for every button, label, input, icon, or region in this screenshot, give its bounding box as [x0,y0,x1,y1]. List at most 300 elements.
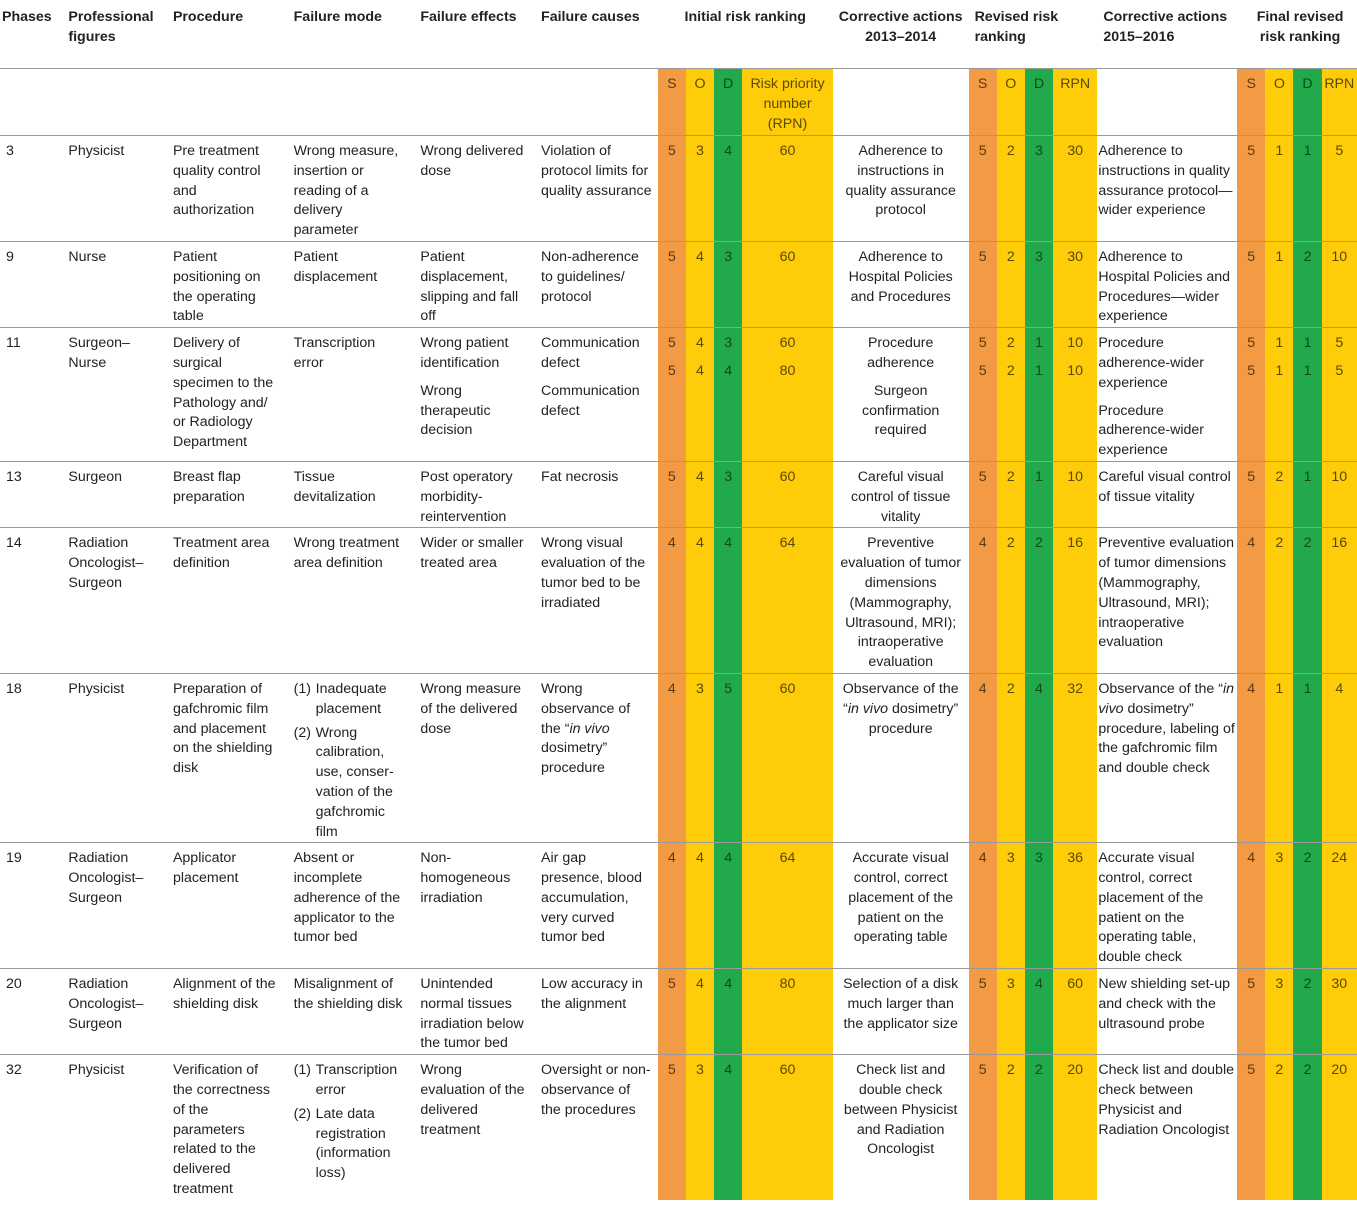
header-procedure: Procedure [167,0,288,69]
revised-o-value: 2 [1006,143,1015,159]
revised-d-value: 3 [1035,850,1043,867]
phase-number: 32 [6,1062,22,1079]
initial-rpn-cell [742,969,833,1055]
initial-d-cell [714,1055,742,1200]
initial-rpn-cell [742,843,833,969]
failure-cause: Communication defect [541,335,640,371]
final-d-cell [1293,843,1321,969]
initial-rpn-cell [742,1055,833,1200]
final-rpn-cell [1322,136,1357,242]
final-d-value: 2 [1303,248,1312,265]
final-d-value: 1 [1303,362,1312,379]
revised-s-value: 4 [978,850,987,867]
header-initial-risk: Initial risk ranking [658,0,833,69]
corrective-action-2015-italic: in vivo [1098,680,1234,717]
corrective-action-2013: Adherence to Hospital Policies and Procedures [848,248,953,305]
corrective-2015-cell [1097,461,1237,527]
failure-effect: Wrong delivered dose [420,143,524,179]
failure-mode: Wrong treatment area definition [293,535,400,572]
initial-s-value: 4 [667,850,676,867]
phase-number: 11 [6,335,21,352]
revised-rpn-value: 10 [1067,335,1084,352]
revised-o-cell [997,843,1025,969]
initial-s-value: 5 [667,248,676,265]
subheader-revised-rpn: RPN [1053,69,1097,136]
corrective-action-2013: Careful visual control of tissue vitality [850,468,951,525]
phase-number: 13 [6,468,22,485]
corrective-action-2015: Careful visual control of tissue vitality [1098,468,1231,505]
initial-d-value: 4 [724,1062,733,1079]
revised-o-value: 2 [1006,335,1015,352]
final-d-cell [1293,969,1321,1055]
phase-number: 19 [6,850,22,867]
initial-o-value: 4 [696,850,704,867]
procedure: Patient positioning on the operating table [172,248,261,325]
failure-cause: Air gap presence, blood accumulation, very curved tumor bed [541,850,643,946]
initial-d-cell [714,328,742,462]
phase-cell [0,241,62,327]
revised-d-value: 2 [1035,1062,1043,1079]
corrective-action-2015: Adherence to instructions in quality assurance protocol—wider experience [1098,143,1233,219]
corrective-action-2013-text-end: dosimetry” procedure [868,700,959,737]
failure-effects-cell [414,673,535,842]
subheader-final-rpn: RPN [1322,69,1357,136]
final-o-value: 2 [1275,1062,1284,1079]
revised-s-cell [969,328,997,462]
corrective-2013-cell [833,136,969,242]
final-rpn-value: 10 [1331,248,1348,265]
failure-mode-item [294,1061,409,1101]
final-d-cell [1293,528,1321,674]
failure-mode-cell [288,241,415,327]
revised-s-value: 4 [978,535,987,552]
revised-rpn-cell [1053,1055,1097,1200]
revised-d-cell [1025,673,1053,842]
initial-s-value: 5 [667,468,676,485]
final-d-cell [1293,673,1321,842]
failure-mode: Patient displacement [293,248,378,285]
final-rpn-value: 20 [1331,1062,1348,1079]
revised-s-value: 5 [978,976,987,993]
revised-s-cell [969,1055,997,1200]
failure-mode-item-number: (1) [293,1062,311,1079]
revised-s-cell [969,673,997,842]
final-rpn-value: 10 [1331,468,1348,485]
revised-o-cell [997,528,1025,674]
initial-s-value: 5 [667,362,676,379]
initial-s-value: 5 [667,335,676,352]
initial-d-value: 3 [724,335,733,352]
subheader-initial-s: S [658,69,686,136]
procedure-cell [167,136,288,242]
initial-o-cell [686,241,714,327]
procedure-cell [167,528,288,674]
revised-d-value: 2 [1035,535,1043,552]
revised-d-value: 3 [1035,143,1043,159]
final-rpn-cell [1322,528,1357,674]
initial-rpn-value: 80 [779,362,796,379]
corrective-2013-cell [833,528,969,674]
failure-mode-item [294,1105,409,1184]
final-rpn-value: 5 [1335,335,1344,352]
failure-effect: Non-homogeneous irradiation [420,850,511,906]
procedure: Pre treatment quality control and authorization [172,143,261,219]
phase-cell [0,461,62,527]
failure-mode-item [294,680,409,720]
phase-number: 3 [6,143,14,159]
revised-s-value: 4 [978,680,987,697]
initial-o-value: 3 [696,1062,704,1079]
revised-d-cell [1025,461,1053,527]
revised-rpn-value: 36 [1067,850,1084,867]
initial-rpn-cell [742,528,833,674]
failure-effect: Wrong measure of the delivered dose [420,680,522,737]
initial-d-cell [714,673,742,842]
final-s-value: 4 [1247,850,1256,867]
final-s-cell [1237,528,1265,674]
corrective-2013-cell [833,461,969,527]
phase-cell [0,843,62,969]
final-s-value: 5 [1247,1062,1256,1079]
corrective-2013-cell [833,673,969,842]
revised-s-value: 5 [978,362,987,379]
corrective-action-2015 [1098,680,1235,779]
initial-s-cell [658,528,686,674]
failure-cause-text-end: dosimetry” procedure [541,740,608,777]
final-rpn-cell [1322,969,1357,1055]
failure-causes-cell [535,673,658,842]
final-rpn-value: 5 [1335,143,1344,159]
final-d-cell [1293,328,1321,462]
initial-o-cell [686,843,714,969]
corrective-action-2013: Preventive evaluation of tumor dimensions (Mammography, Ultrasound, MRI); intraoperative evaluation [840,535,961,671]
revised-d-value: 4 [1035,680,1043,697]
corrective-2015-cell [1097,1055,1237,1200]
initial-o-cell [686,136,714,242]
final-o-value: 1 [1275,362,1284,379]
revised-rpn-value: 60 [1067,976,1084,993]
initial-d-cell [714,136,742,242]
final-o-value: 2 [1275,468,1284,485]
failure-causes-cell [535,241,658,327]
procedure-cell [167,843,288,969]
initial-s-value: 4 [667,680,676,697]
subheader-final-d: D [1293,69,1321,136]
initial-d-cell [714,461,742,527]
corrective-2013-cell [833,843,969,969]
final-d-value: 2 [1303,976,1312,993]
final-d-value: 1 [1303,335,1312,352]
table-row [0,1055,1357,1200]
revised-s-value: 5 [978,1062,987,1079]
final-s-value: 5 [1247,362,1256,379]
revised-rpn-cell [1053,241,1097,327]
final-rpn-cell [1322,673,1357,842]
failure-effect: Patient displacement, slipping and fall off [420,248,519,325]
failure-cause-text: Wrong observance of the “ [541,680,631,737]
final-rpn-value: 30 [1331,976,1348,993]
revised-s-value: 5 [978,143,987,159]
corrective-action-2013-italic: in vivo [847,700,889,717]
failure-causes-cell [535,1055,658,1200]
failure-cause: Communication defect [541,382,640,419]
revised-s-value: 5 [978,248,987,265]
initial-rpn-cell [742,241,833,327]
table-row [0,969,1357,1055]
initial-d-cell [714,241,742,327]
initial-rpn-value: 60 [779,468,796,485]
failure-effects-cell [414,1055,535,1200]
phase-cell [0,969,62,1055]
revised-o-value: 2 [1006,468,1015,485]
initial-d-cell [714,528,742,674]
phase-cell [0,328,62,462]
procedure: Treatment area definition [172,535,270,572]
corrective-action-2013: Procedure adherence [867,335,935,371]
table-row [0,673,1357,842]
phase-cell [0,136,62,242]
professional-figure: Physicist [68,1062,125,1079]
initial-rpn-value: 60 [779,335,796,352]
revised-s-cell [969,528,997,674]
failure-mode: Misalignment of the shielding disk [293,976,403,1012]
header-final-risk: Final revised risk ranking [1237,0,1357,69]
subheader-final-s: S [1237,69,1265,136]
failure-causes-cell [535,969,658,1055]
header-row [0,0,1357,69]
table-row [0,241,1357,327]
table-row [0,328,1357,462]
revised-o-value: 3 [1006,976,1015,993]
phase-number: 14 [6,535,22,552]
final-d-value: 1 [1303,680,1312,697]
professional-figure: Radiation Oncologist–Surgeon [68,850,144,906]
initial-rpn-value: 60 [779,1062,796,1079]
failure-mode-cell [288,969,415,1055]
revised-s-value: 5 [978,335,987,352]
procedure-cell [167,328,288,462]
final-s-cell [1237,843,1265,969]
initial-s-cell [658,673,686,842]
revised-d-value: 4 [1035,976,1043,993]
subheader-revised-s: S [969,69,997,136]
failure-effect: Wrong evaluation of the delivered treatment [420,1062,525,1138]
table-row [0,843,1357,969]
initial-d-value: 4 [724,850,733,867]
failure-mode-cell [288,843,415,969]
final-o-cell [1265,241,1293,327]
final-o-cell [1265,673,1293,842]
revised-d-cell [1025,136,1053,242]
subheader-revised-d: D [1025,69,1053,136]
revised-s-cell [969,969,997,1055]
header-failure-mode: Failure mode [288,0,415,69]
final-d-cell [1293,136,1321,242]
final-o-value: 1 [1275,248,1284,265]
initial-o-cell [686,673,714,842]
revised-rpn-cell [1053,136,1097,242]
professional-figure-cell [62,241,167,327]
revised-o-cell [997,673,1025,842]
phase-cell [0,1055,62,1200]
failure-mode: Wrong measure, insertion or reading of a delivery parameter [293,143,399,239]
header-revised-risk: Revised risk ranking [969,0,1098,69]
final-rpn-cell [1322,241,1357,327]
final-s-value: 4 [1247,535,1256,552]
procedure-cell [167,673,288,842]
final-o-value: 1 [1275,143,1284,159]
final-rpn-cell [1322,328,1357,462]
phase-number: 18 [6,680,22,697]
initial-d-value: 3 [724,468,733,485]
final-s-cell [1237,328,1265,462]
header-failure-effects: Failure effects [414,0,535,69]
initial-s-cell [658,136,686,242]
failure-cause-italic: in vivo [569,720,610,737]
revised-d-cell [1025,328,1053,462]
initial-rpn-value: 80 [779,976,796,993]
phase-number: 20 [6,976,22,993]
corrective-2013-cell [833,241,969,327]
revised-rpn-cell [1053,969,1097,1055]
final-d-value: 1 [1303,143,1312,159]
header-failure-causes: Failure causes [535,0,658,69]
corrective-2013-cell [833,969,969,1055]
procedure-cell [167,1055,288,1200]
failure-causes-cell [535,528,658,674]
revised-d-value: 3 [1035,248,1043,265]
final-s-cell [1237,461,1265,527]
revised-s-cell [969,461,997,527]
final-s-value: 5 [1247,143,1256,159]
header-corrective-2013: Corrective actions 2013–2014 [833,0,969,69]
initial-o-cell [686,1055,714,1200]
corrective-action-2015: Accurate visual control, correct placement of the patient on the operating table, double check [1098,850,1204,966]
revised-rpn-cell [1053,528,1097,674]
header-phases: Phases [0,0,62,69]
initial-o-value: 4 [696,362,704,379]
failure-cause: Wrong visual evaluation of the tumor bed to be irradiated [541,535,646,611]
failure-cause [541,680,652,779]
initial-o-cell [686,328,714,462]
final-o-cell [1265,969,1293,1055]
failure-causes-cell [535,328,658,462]
procedure: Breast flap preparation [172,468,245,505]
revised-o-value: 2 [1006,248,1015,265]
initial-s-cell [658,1055,686,1200]
corrective-action-2013: Surgeon confirmation required [862,382,940,439]
failure-effect: Unintended normal tissues irradiation below the tumor bed [420,976,524,1052]
corrective-action-2015: Adherence to Hospital Policies and Procedures—wider experience [1098,248,1231,325]
initial-s-value: 5 [667,976,676,993]
corrective-action-2015: Procedure adherence-wider experience [1098,335,1205,391]
final-s-value: 5 [1247,468,1256,485]
professional-figure-cell [62,673,167,842]
revised-rpn-cell [1053,673,1097,842]
initial-o-value: 4 [696,248,704,265]
revised-rpn-value: 16 [1067,535,1084,552]
revised-o-cell [997,461,1025,527]
subheader-final-o: O [1265,69,1293,136]
corrective-2015-cell [1097,673,1237,842]
initial-rpn-cell [742,673,833,842]
final-s-value: 5 [1247,976,1256,993]
revised-rpn-value: 20 [1067,1062,1084,1079]
final-d-value: 1 [1303,468,1312,485]
professional-figure: Radiation Oncologist–Surgeon [68,976,144,1032]
final-o-cell [1265,328,1293,462]
final-s-cell [1237,1055,1265,1200]
failure-effects-cell [414,843,535,969]
revised-rpn-value: 10 [1067,362,1084,379]
revised-s-value: 5 [978,468,987,485]
final-rpn-value: 5 [1335,362,1344,379]
final-s-value: 5 [1247,335,1256,352]
failure-effect: Wrong therapeutic decision [420,382,491,439]
initial-d-value: 4 [724,535,733,552]
final-d-cell [1293,1055,1321,1200]
failure-effects-cell [414,136,535,242]
initial-o-value: 4 [696,468,704,485]
failure-mode-cell [288,461,415,527]
corrective-2015-cell [1097,969,1237,1055]
revised-d-value: 1 [1035,335,1043,352]
revised-o-value: 2 [1006,362,1015,379]
initial-s-value: 4 [667,535,676,552]
corrective-action-2013 [839,680,963,739]
failure-causes-cell [535,843,658,969]
failure-mode-item-number: (2) [293,1105,311,1122]
revised-rpn-cell [1053,328,1097,462]
failure-cause: Fat necrosis [541,468,619,485]
revised-rpn-value: 30 [1067,143,1084,159]
corrective-action-2013-text: Observance of the “ [842,680,959,717]
failure-effect: Wider or smaller treated area [420,535,524,572]
table-row [0,136,1357,242]
revised-d-cell [1025,1055,1053,1200]
failure-effects-cell [414,461,535,527]
initial-d-cell [714,969,742,1055]
initial-rpn-value: 60 [779,248,796,265]
procedure: Alignment of the shielding disk [172,976,276,1012]
revised-o-cell [997,328,1025,462]
subheader-initial-rpn: Risk priority number (RPN) [742,69,833,136]
failure-mode-item-number: (2) [293,724,311,741]
revised-d-cell [1025,843,1053,969]
final-rpn-cell [1322,843,1357,969]
table-row [0,528,1357,674]
failure-effect: Post operatory morbidity-reintervention [420,468,513,525]
final-s-cell [1237,136,1265,242]
professional-figure-cell [62,528,167,674]
subheader-revised-o: O [997,69,1025,136]
initial-s-cell [658,969,686,1055]
initial-s-cell [658,843,686,969]
revised-o-cell [997,241,1025,327]
subheader-row [0,69,1357,136]
initial-s-value: 5 [667,143,676,159]
revised-d-cell [1025,969,1053,1055]
failure-mode-cell [288,1055,415,1200]
phase-number: 9 [6,248,14,265]
professional-figure: Surgeon–Nurse [68,335,130,371]
phase-cell [0,528,62,674]
initial-d-value: 5 [724,680,733,697]
final-rpn-value: 4 [1335,680,1344,697]
subheader-initial-o: O [686,69,714,136]
revised-rpn-value: 10 [1067,468,1084,485]
initial-rpn-cell [742,328,833,462]
